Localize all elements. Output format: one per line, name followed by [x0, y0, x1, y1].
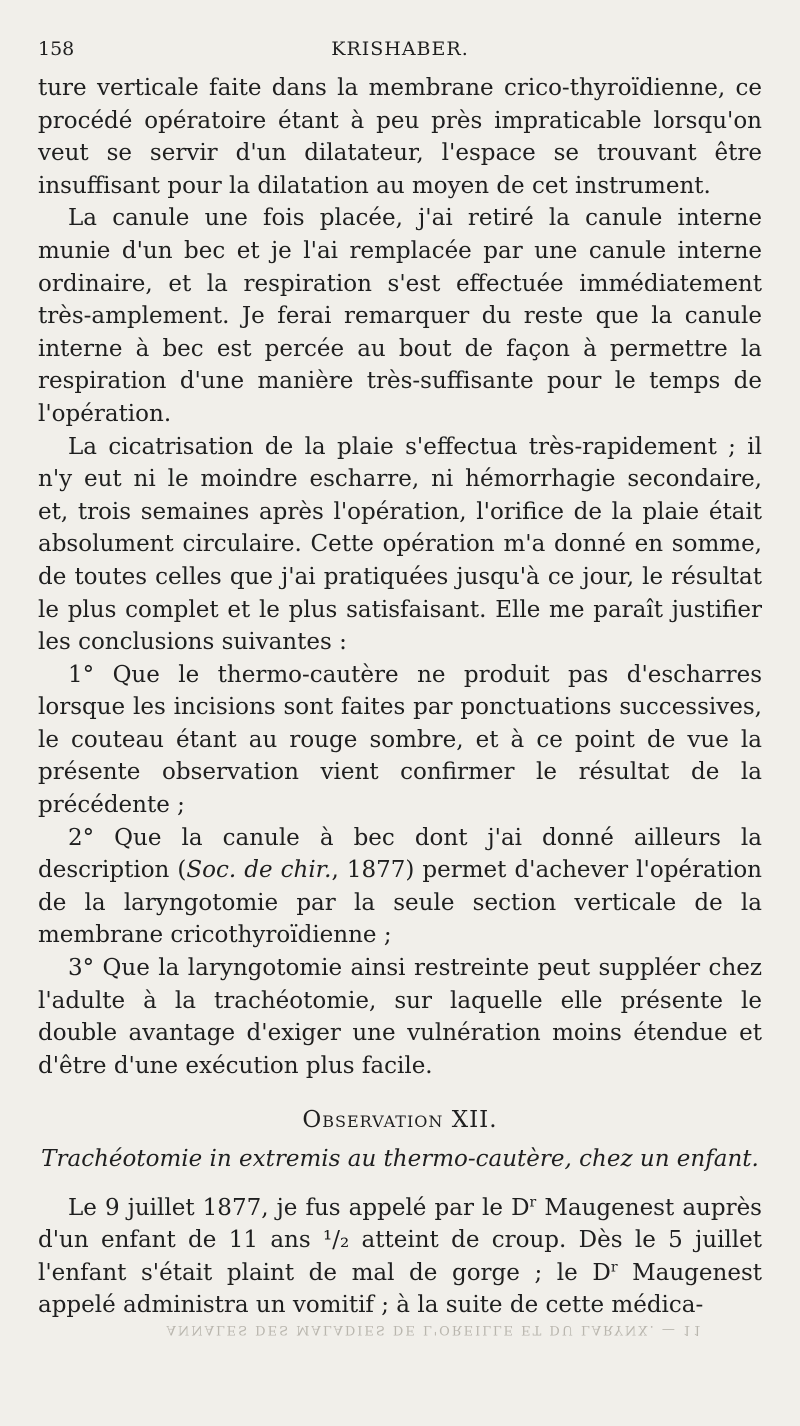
conclusion-2	[38, 822, 762, 952]
page-number: 158	[38, 38, 75, 60]
bleed-through-footer: ANNALES DES MALADIES DE L'OREILLE ET DU LARYNX. — 11	[166, 1322, 704, 1337]
obs-text-c: atteint de croup. Dès le 5 juillet l'enfant s'était plaint de mal de gorge ; le D	[38, 1227, 763, 1286]
conclusion-3: 3° Que la laryngotomie ainsi restreinte peut suppléer chez l'adulte à la trachéotomie, sur laquelle elle présente le double avantage d'exiger une vulnération moins étendue et d'être d'une exécution plus facile.	[38, 955, 762, 1079]
paragraph-1: ture verticale faite dans la membrane crico-thyroïdienne, ce procédé opératoire étant à peu près impraticable lorsqu'on veut se servir d'un dilatateur, l'espace se trouvant être insuffisant pour la dilatation au moyen de cet instrument.	[38, 75, 762, 199]
conclusion-2-start: 2° Que la canule à bec dont j'ai donné ailleurs la description (	[38, 824, 762, 884]
superscript-r-1: r	[529, 1193, 537, 1210]
citation-italic: Soc. de chir.	[186, 857, 332, 884]
superscript-r-2: r	[610, 1259, 618, 1276]
page-header	[38, 32, 762, 66]
observation-subtitle: Trachéotomie in extremis au thermo-cautère, chez un enfant.	[41, 1146, 759, 1172]
conclusion-1: 1° Que le thermo-cautère ne produit pas d'escharres lorsque les incisions sont faites par ponctuations successives, le couteau étant au rouge sombre, et à ce point de vue la présente observation vient confirmer le résultat de la précédente ;	[38, 661, 762, 819]
obs-text-b: Maugenest auprès d'un enfant de 11 ans	[38, 1194, 762, 1254]
paragraph-3: La cicatrisation de la plaie s'effectua très-rapidement ; il n'y eut ni le moindre escharre, ni hémorrhagie secondaire, et, trois semaines après l'opération, l'orifice de la plaie était absolument circulaire. Cette opération m'a donné en somme, de toutes celles que j'ai pratiquées jusqu'à ce jour, le résultat le plus complet et le plus satisfaisant. Elle me paraît justifier les conclusions suivantes :	[38, 433, 762, 656]
running-head: KRISHABER.	[331, 38, 469, 60]
fraction: ¹/₂	[323, 1227, 350, 1254]
body-text	[38, 72, 762, 1322]
obs-text-a: Le 9 juillet 1877, je fus appelé par le D	[68, 1194, 530, 1221]
conclusion-2-end: , 1877) permet d'achever l'opération de la laryngotomie par la seule section verticale de la membrane cricothyroïdienne ;	[38, 857, 762, 949]
paragraph-2: La canule une fois placée, j'ai retiré la canule interne munie d'un bec et je l'ai remplacée par une canule interne ordinaire, et la respiration s'est effectuée immédiatement très-amplement. Je ferai remarquer du reste que la canule interne à bec est percée au bout de façon à permettre la respiration d'une manière très-suffisante pour le temps de l'opération.	[38, 205, 762, 427]
paragraph-observation	[38, 1192, 762, 1322]
observation-title: Observation XII.	[302, 1107, 498, 1134]
obs-text-d: Maugenest appelé administra un vomitif ; à la suite de cette médica-	[38, 1259, 762, 1319]
